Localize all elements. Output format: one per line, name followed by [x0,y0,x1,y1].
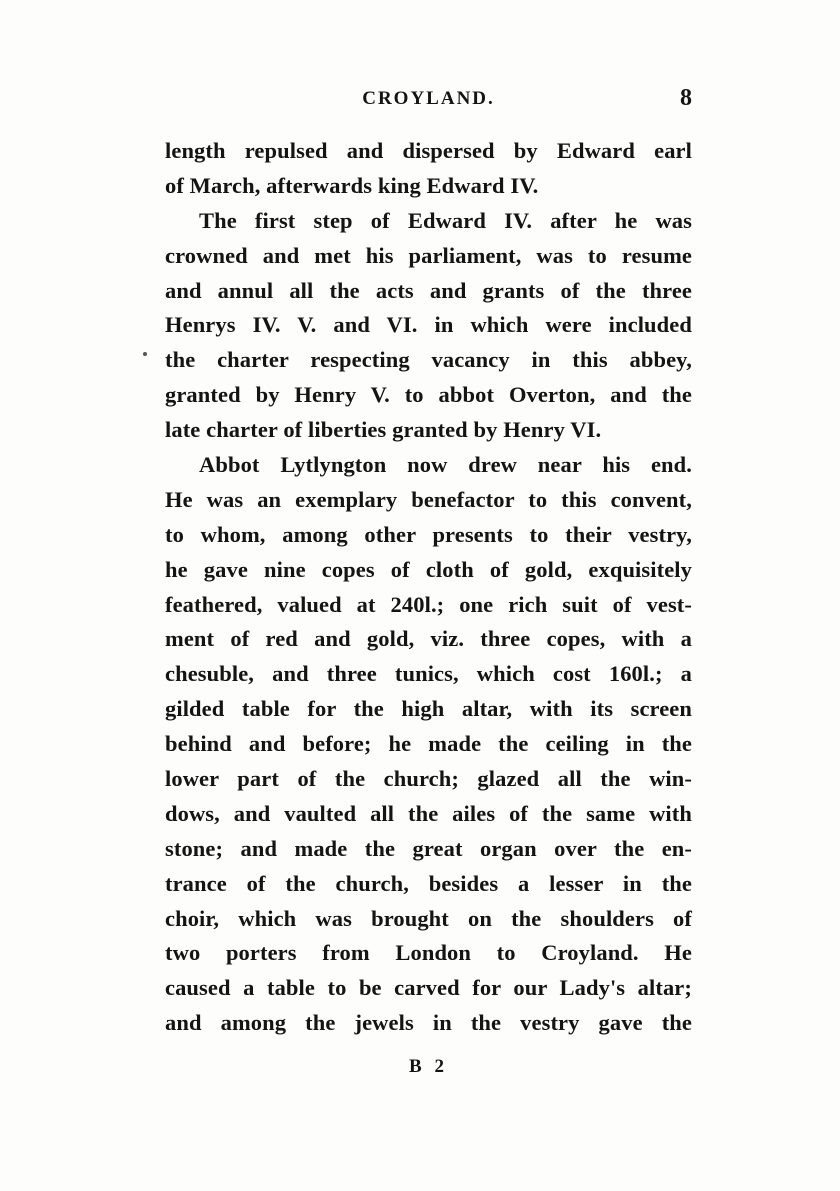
text-line: dows, and vaulted all the ailes of the same with [165,800,692,826]
running-head [165,85,692,118]
paragraph [165,448,692,1041]
paragraph [165,134,692,204]
text-line: behind and before; he made the ceiling in the [165,731,692,757]
text-line: granted by Henry V. to abbot Overton, and the [165,382,692,408]
text-line: trance of the church, besides a lesser in the [165,870,692,896]
text-line: to whom, among other presents to their vestry, [165,521,692,547]
text-line: of March, afterwards king Edward IV. [165,172,539,198]
paragraph [165,204,692,448]
text-line: Henrys IV. V. and VI. in which were included [165,312,692,338]
text-line: The first step of Edward IV. after he was [199,207,692,233]
text-line: He was an exemplary benefactor to this convent, [165,486,692,512]
text-line: he gave nine copes of cloth of gold, exquisitely [165,556,692,582]
text-line: Abbot Lytlyngton now drew near his end. [199,452,692,478]
text-line: two porters from London to Croyland. He [165,940,692,966]
text-line: and among the jewels in the vestry gave the [165,1010,692,1036]
text-line: chesuble, and three tunics, which cost 160l.; a [165,661,692,687]
ink-speck [143,352,147,356]
text-line: choir, which was brought on the shoulders of [165,905,692,931]
page-number: 8 [680,85,692,111]
text-line: length repulsed and dispersed by Edward earl [165,138,692,163]
text-line: feathered, valued at 240l.; one rich suit of vest- [165,591,692,617]
text-line: ment of red and gold, viz. three copes, with a [165,626,692,652]
text-line: the charter respecting vacancy in this abbey, [165,347,692,373]
text-line: crowned and met his parliament, was to resume [165,242,692,268]
text-line: caused a table to be carved for our Lady's altar; [165,975,692,1001]
body-text [165,134,692,1041]
text-line: and annul all the acts and grants of the three [165,277,692,303]
signature-mark: B 2 [409,1056,448,1077]
text-line: gilded table for the high altar, with its screen [165,696,692,722]
text-line: lower part of the church; glazed all the win- [165,766,692,792]
text-line: stone; and made the great organ over the en- [165,835,692,861]
running-title: CROYLAND. [362,88,495,109]
text-line: late charter of liberties granted by Henry VI. [165,417,602,443]
